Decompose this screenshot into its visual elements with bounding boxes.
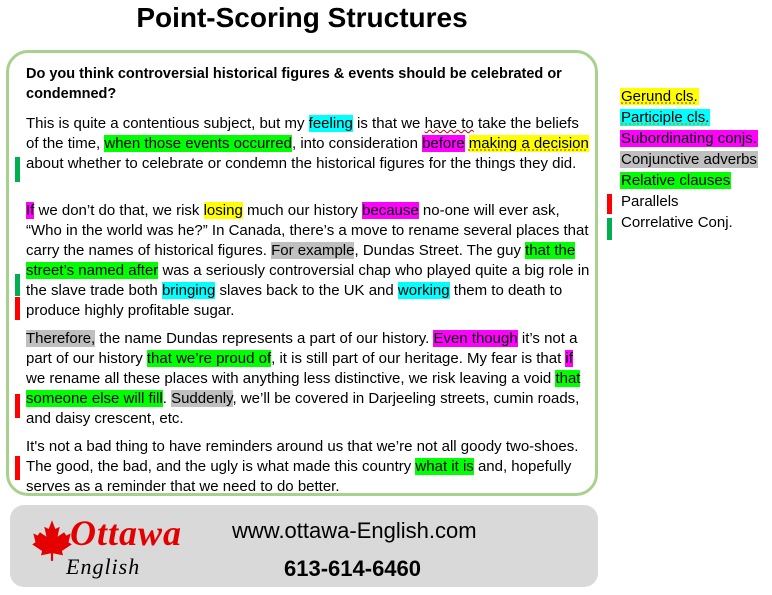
- text-segment: It's not a bad thing to have reminders around us that we’re not all goody two-shoes. The good, the bad, and the ugly is what made this country: [26, 438, 579, 475]
- text-segment: about whether to celebrate or condemn the historical figures for the things they did.: [26, 155, 577, 172]
- text-segment: .: [162, 390, 172, 407]
- highlighted-phrase-green: that someone else will fill: [26, 370, 581, 407]
- highlighted-phrase-yellow: losing: [203, 202, 243, 219]
- highlighted-phrase-green: that we’re proud of: [146, 350, 272, 367]
- text-segment: , it is still part of our heritage. My fear is that: [271, 350, 566, 367]
- highlighted-phrase-gray: Suddenly: [171, 390, 233, 407]
- paragraph-3: [26, 329, 592, 429]
- legend-item-subordinating: [620, 128, 772, 149]
- highlighted-phrase-cyan: working: [397, 282, 450, 299]
- highlighted-phrase-green: when those events occurred: [104, 135, 292, 152]
- page-title: Point-Scoring Structures: [136, 2, 468, 33]
- highlighted-phrase-yellow: making a decision: [468, 135, 589, 152]
- text-segment: , we’ll be covered in Darjeeling streets, cumin roads, and daisy crescent, etc.: [26, 390, 580, 427]
- legend-label: Participle cls.: [621, 109, 710, 126]
- parallel-marker: [15, 394, 20, 418]
- highlighted-phrase-green: what it is: [415, 458, 474, 475]
- highlighted-phrase-cyan: bringing: [161, 282, 216, 299]
- highlighted-phrase-gray: Therefore,: [26, 330, 96, 347]
- correlative-marker: [15, 157, 20, 182]
- parallel-marker: [15, 456, 20, 480]
- question-heading: Do you think controversial historical figures & events should be celebrated or condemned?: [26, 66, 562, 102]
- text-segment: no-one will ever ask, “Who in the world was he?” In Canada, there’s a move to rename several places that carry the names of historical figures.: [26, 202, 589, 259]
- legend-item-participle: [620, 107, 772, 128]
- text-segment: them to death to produce highly profitable sugar.: [26, 282, 563, 319]
- parallel-marker: [15, 297, 20, 320]
- text-segment: the name Dundas represents a part of our history.: [95, 330, 434, 347]
- legend-label: Gerund cls.: [621, 88, 698, 105]
- text-segment: it’s not a part of our history: [26, 330, 578, 367]
- highlighted-phrase-mag: Even though: [433, 330, 518, 347]
- text-segment: have to: [424, 115, 474, 132]
- highlighted-phrase-mag: If: [26, 202, 35, 219]
- highlighted-phrase-mag: because: [362, 202, 419, 219]
- text-segment: much our history: [242, 202, 363, 219]
- legend-item-correlative: [620, 212, 772, 233]
- legend-label: Correlative Conj.: [621, 214, 733, 231]
- website-link[interactable]: www.ottawa-English.com: [232, 518, 477, 543]
- ottawa-english-logo: [30, 512, 220, 584]
- legend-parallel-marker: [607, 194, 612, 214]
- highlighted-phrase-mag: if: [565, 350, 573, 367]
- legend-item-relative: [620, 170, 772, 191]
- highlighted-phrase-cyan: feeling: [308, 115, 353, 132]
- legend: [620, 86, 772, 233]
- text-segment: This is quite a contentious subject, but my: [26, 115, 309, 132]
- text-segment: we don’t do that, we risk: [34, 202, 204, 219]
- legend-label: Relative clauses: [621, 172, 731, 189]
- text-segment: was a seriously controversial chap who played quite a big role in the slave trade both: [26, 262, 590, 299]
- logo-wordmark: Ottawa: [70, 513, 183, 553]
- legend-item-parallels: [620, 191, 772, 212]
- correlative-marker: [15, 274, 20, 296]
- legend-label: Parallels: [621, 193, 679, 210]
- legend-correlative-marker: [607, 218, 612, 240]
- paragraph-1: [26, 114, 592, 174]
- legend-item-gerund: [620, 86, 772, 107]
- text-segment: is that we: [352, 115, 425, 132]
- text-segment: , Dundas Street. The guy: [354, 242, 526, 259]
- legend-label: Conjunctive adverbs: [621, 151, 757, 168]
- text-segment: take the beliefs of the time,: [26, 115, 579, 152]
- paragraph-2: [26, 201, 592, 321]
- legend-item-conjunctive: [620, 149, 772, 170]
- highlighted-phrase-green: that the street’s named after: [26, 242, 576, 279]
- logo-subtitle: English: [66, 554, 141, 579]
- highlighted-phrase-mag: before: [422, 135, 465, 152]
- legend-label: Subordinating conjs.: [621, 130, 757, 147]
- highlighted-phrase-gray: For example: [271, 242, 355, 259]
- text-segment: we rename all these places with anything less distinctive, we risk leaving a void: [26, 370, 556, 387]
- phone-number: 613-614-6460: [284, 556, 422, 581]
- paragraph-4: [26, 437, 592, 497]
- text-segment: and, hopefully serves as a reminder that we need to do better.: [26, 458, 572, 495]
- text-segment: , into consideration: [292, 135, 423, 152]
- text-segment: slaves back to the UK and: [215, 282, 398, 299]
